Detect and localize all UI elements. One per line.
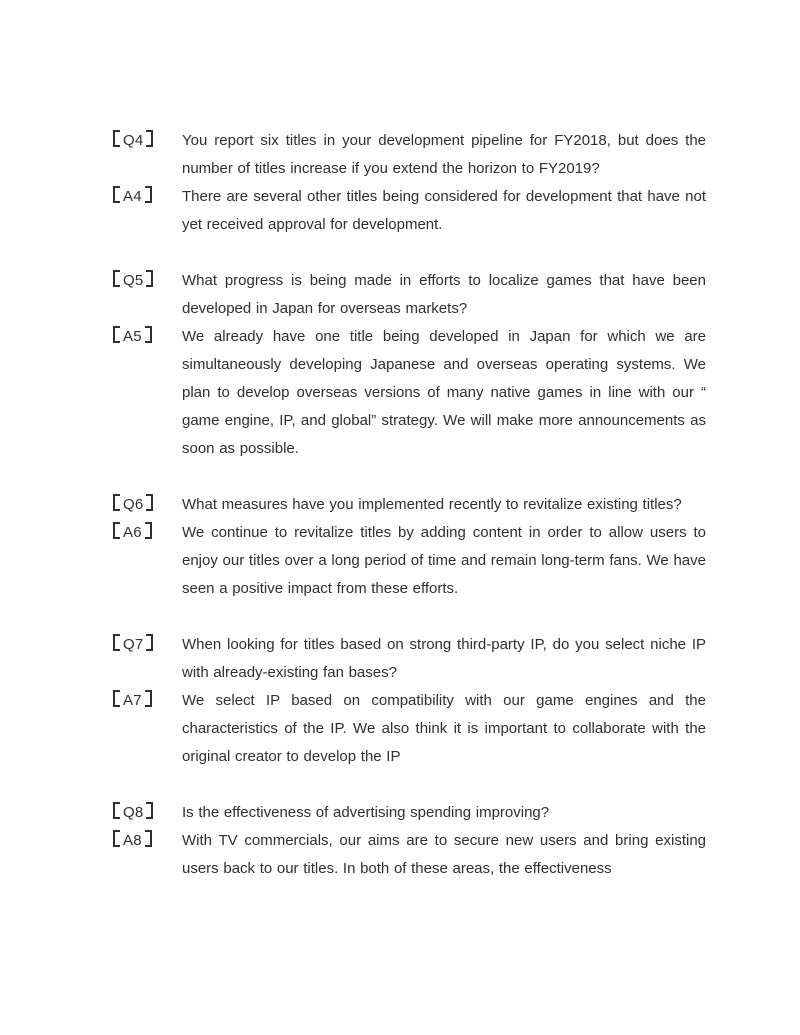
bracket-open-icon (113, 830, 120, 847)
bracket-close-icon (145, 326, 152, 343)
question-text: Is the effectiveness of advertising spending improving? (182, 804, 550, 821)
question-row (113, 491, 706, 519)
answer-label (113, 827, 182, 855)
answer-text: We select IP based on compatibility with our game engines and the characteristics of the IP. We also think it is important to collaborate with the original creator to develop the IP (182, 692, 706, 765)
question-row (113, 631, 706, 687)
question-label-text: Q7 (123, 636, 144, 653)
question-row (113, 267, 706, 323)
qa-block (113, 267, 706, 463)
bracket-close-icon (145, 522, 152, 539)
answer-label-text: A6 (123, 524, 142, 541)
question-row (113, 799, 706, 827)
answer-row (113, 519, 706, 603)
bracket-close-icon (146, 634, 153, 651)
question-label (113, 631, 182, 659)
bracket-close-icon (146, 802, 153, 819)
bracket-open-icon (113, 690, 120, 707)
answer-label (113, 687, 182, 715)
bracket-open-icon (113, 130, 120, 147)
bracket-open-icon (113, 522, 120, 539)
answer-row (113, 827, 706, 883)
bracket-open-icon (113, 270, 120, 287)
question-label-text: Q8 (123, 804, 144, 821)
bracket-open-icon (113, 802, 120, 819)
question-label-text: Q4 (123, 132, 144, 149)
question-label (113, 127, 182, 155)
answer-row (113, 183, 706, 239)
bracket-close-icon (146, 130, 153, 147)
answer-text: We continue to revitalize titles by adding content in order to allow users to enjoy our titles over a long period of time and remain long-term fans. We have seen a positive impact from these efforts. (182, 524, 706, 597)
answer-label (113, 183, 182, 211)
question-text: When looking for titles based on strong third-party IP, do you select niche IP with already-existing fan bases? (182, 636, 706, 681)
question-label-text: Q5 (123, 272, 144, 289)
question-text: What measures have you implemented recently to revitalize existing titles? (182, 496, 682, 513)
bracket-close-icon (145, 186, 152, 203)
bracket-open-icon (113, 494, 120, 511)
question-label (113, 491, 182, 519)
bracket-close-icon (145, 690, 152, 707)
qa-block (113, 799, 706, 883)
answer-text: We already have one title being developed in Japan for which we are simultaneously developing Japanese and overseas operating systems. We plan to develop overseas versions of many native games in line with our “ game engine, IP, and global” strategy. We will make more announcements as soon as possible. (182, 328, 706, 457)
answer-label-text: A4 (123, 188, 142, 205)
question-row (113, 127, 706, 183)
question-label (113, 267, 182, 295)
answer-row (113, 687, 706, 771)
answer-label-text: A5 (123, 328, 142, 345)
answer-text: There are several other titles being considered for development that have not yet received approval for development. (182, 188, 706, 233)
answer-label (113, 323, 182, 351)
question-text: What progress is being made in efforts to localize games that have been developed in Japan for overseas markets? (182, 272, 706, 317)
qa-block (113, 631, 706, 771)
answer-label-text: A7 (123, 692, 142, 709)
answer-text: With TV commercials, our aims are to secure new users and bring existing users back to our titles. In both of these areas, the effectiveness (182, 832, 706, 877)
answer-label (113, 519, 182, 547)
bracket-open-icon (113, 634, 120, 651)
bracket-close-icon (146, 270, 153, 287)
qa-block (113, 491, 706, 603)
answer-label-text: A8 (123, 832, 142, 849)
bracket-close-icon (145, 830, 152, 847)
question-label (113, 799, 182, 827)
answer-row (113, 323, 706, 463)
bracket-open-icon (113, 326, 120, 343)
bracket-open-icon (113, 186, 120, 203)
question-text: You report six titles in your development pipeline for FY2018, but does the number of titles increase if you extend the horizon to FY2019? (182, 132, 706, 177)
qa-block (113, 127, 706, 239)
bracket-close-icon (146, 494, 153, 511)
question-label-text: Q6 (123, 496, 144, 513)
